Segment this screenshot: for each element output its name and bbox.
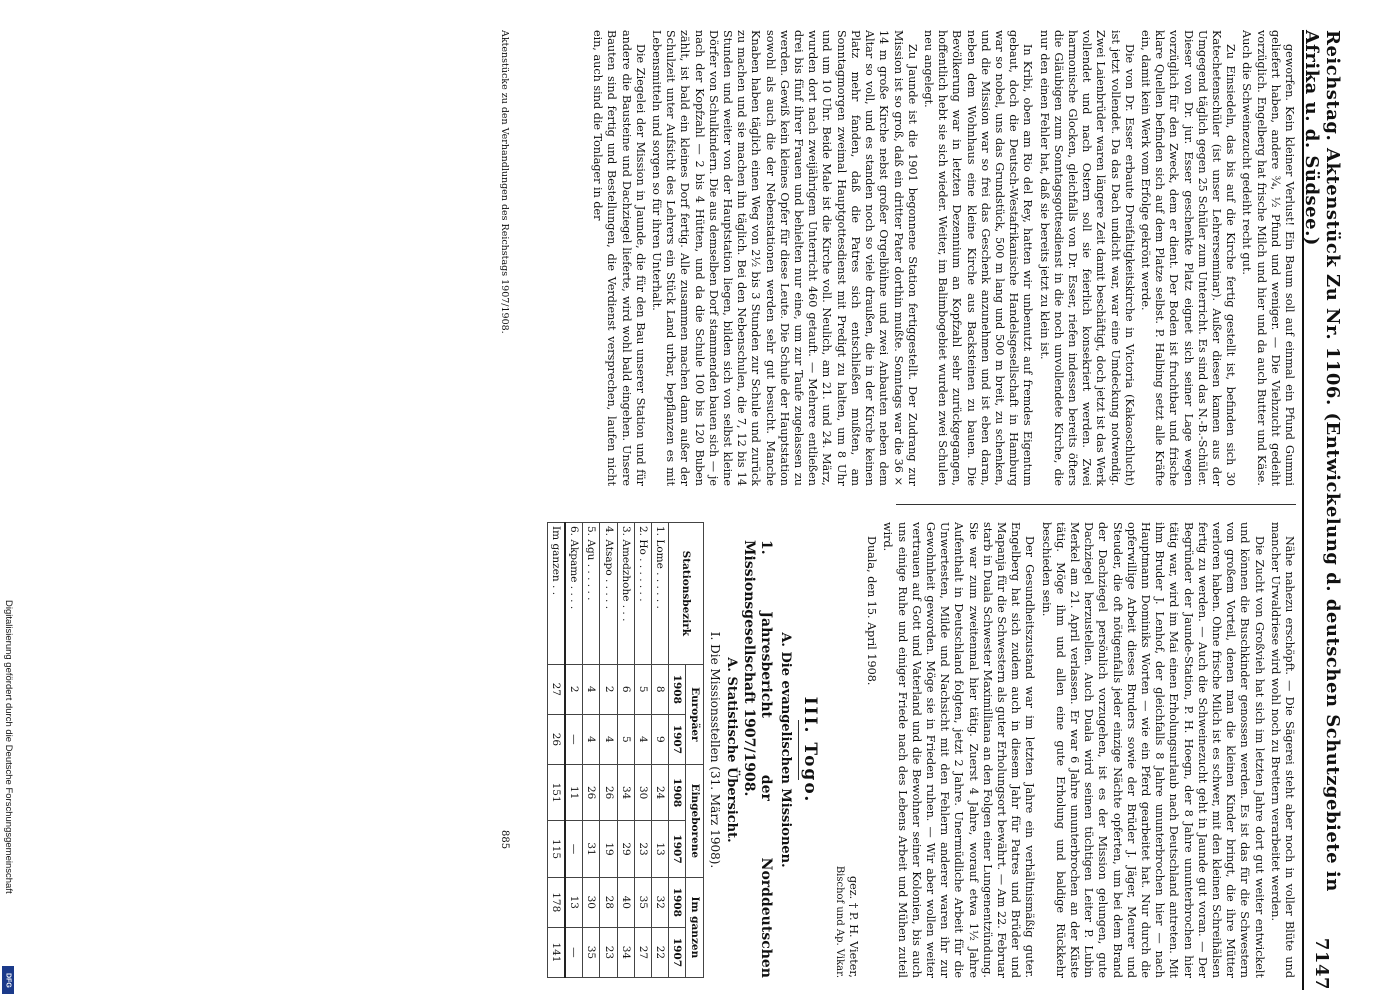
paragraph: Die von Dr. Esser erbaute Dreifaltigkeitskirche in Victoria (Kakaoschlucht) ist jetzt vollendet. Da das Dach undicht war, war eine Umdeckung notwendig. Zwei Laienbrüder waren längere Zeit damit beschäftigt, doch jetzt ist das Werk vollendet und nach Ostern soll sie feierlich konsekriert werden. Zwei harmonische Glocken, gleichfalls von Dr. Esser, riefen indessen bereits öfters die Gläubigen zum Sonntagsgottesdienst in die noch unvollendete Kirche, die nur den einen Fehler hat, daß sie bereits jetzt zu klein ist. bbox=[1037, 30, 1136, 486]
table-cell: 5 bbox=[617, 714, 634, 764]
table-row bbox=[583, 523, 600, 978]
table-cell: 30 bbox=[583, 877, 600, 927]
table-cell: 30 bbox=[634, 764, 651, 820]
signature: gez. † P. H. Vieter, bbox=[846, 875, 860, 978]
table-cell: 26 bbox=[600, 764, 617, 820]
paragraph: geworfen. Kein kleiner Verlust! Ein Baum soll auf einmal ein Pfund Gummi geliefert haben, andere ¾, ½ Pfund und weniger. — Die Viehzucht gedeiht vorzüglich. Engelberg hat frische Milch und hier und da auch Butter und Käse. Auch die Schweinezucht gedeiht recht gut. bbox=[1240, 30, 1296, 486]
place-date: Duala, den 15. April 1908. bbox=[865, 536, 879, 686]
column-header: Eingeborene bbox=[686, 764, 703, 877]
right-column bbox=[547, 522, 1296, 978]
table-cell: 34 bbox=[617, 764, 634, 820]
table-cell: 6. Akpame . . . . bbox=[565, 523, 583, 665]
credit-text: Digitalisierung gefördert durch die Deutsche Forschungsgemeinschaft bbox=[3, 600, 14, 894]
table-total-row bbox=[547, 523, 565, 978]
table-cell: 13 bbox=[652, 821, 669, 877]
rotated-page-content bbox=[50, 30, 1343, 990]
overview-heading: A. Statistische Übersicht. bbox=[724, 657, 740, 843]
year-header: 1907 bbox=[669, 714, 686, 764]
paragraph: Nähe nahezu erschöpft. — Die Sägerei steht aber noch in voller Blüte und mancher Urwaldriese wird wohl noch zu Brettern verarbeitet werden. bbox=[1268, 522, 1296, 978]
table-cell: 22 bbox=[652, 927, 669, 977]
year-header: 1908 bbox=[669, 764, 686, 820]
table-row bbox=[634, 523, 651, 978]
table-cell: 4 bbox=[583, 714, 600, 764]
table-cell: 32 bbox=[652, 877, 669, 927]
digitization-credit bbox=[4, 600, 14, 995]
year-header: 1907 bbox=[669, 927, 686, 977]
table-cell: 4 bbox=[583, 664, 600, 714]
table-row bbox=[565, 523, 583, 978]
page-number: 885 bbox=[499, 830, 510, 850]
table-cell: 35 bbox=[583, 927, 600, 977]
page-footer: Aktenstücke zu den Verhandlungen des Reichstags 1907/1908. bbox=[499, 30, 510, 334]
paragraph: Zu Jaunde ist die 1901 begonnene Station fertiggestellt. Der Zudrang zur Mission ist so groß, daß ein dritter Pater dorthin mußte. Sonntags war die 36 × 14 m große Kirche nebst großer Orgelbühne und zwei Anbauten neben dem Altar so voll, und es standen noch so viele draußen, die in der Kirche keinen Platz mehr fanden, daß die Patres sich entschließen mußten, am Sonntagmorgen zweimal Hauptgottesdienst mit Predigt zu halten, um 8 Uhr und um 10 Uhr. Beide Male ist die Kirche voll. Neulich, am 21. und 24. März, wurden dort nach zweijährigem Unterricht 460 getauft. — Mehrere entließen drei bis fünf ihrer Frauen und behielten nur eine, um zur Taufe zugelassen zu werden. Gewiß kein kleines Opfer für diese Leute. Die Schule der Hauptstation sowohl als auch die der Nebenstationen werden sehr gut besucht. Manche Knaben haben täglich einen Weg von 2½ bis 3 Stunden zur Schule und zurück zu machen und sie machen ihn täglich. Bei den Nebenschulen, die 7, 12 bis 14 Stunden und weiter von der Hauptstation liegen, bilden sich von selbst kleine Dörfer von Schulkindern. Die aus demselben Dorf stammenden bauen sich — je nach der Kopfzahl — 2 bis 4 Hütten, und da die Schule 100 bis 120 Buben zählt, ist bald ein kleines Dorf fertig. Alle zusammen machen dann außer der Schulzeit unter Aufsicht des Lehrers ein Stück Land urbar, bepflanzen es mit Lebensmitteln und sorgen so für ihren Unterhalt. bbox=[650, 30, 919, 486]
table-cell: — bbox=[565, 927, 583, 977]
table-cell: — bbox=[565, 821, 583, 877]
table-cell: — bbox=[565, 714, 583, 764]
header-title: Reichstag. Aktenstück Zu Nr. 1106. (Entwickelung d. deutschen Schutzgebiete in Afrika u. d. Südsee.) bbox=[1301, 30, 1343, 892]
column-header: Stationsbezirk bbox=[669, 523, 703, 665]
table-cell: 4. Atsapo . . . . . bbox=[600, 523, 617, 665]
table-cell: Im ganzen . . bbox=[547, 523, 565, 665]
table-cell: 8 bbox=[652, 664, 669, 714]
table-cell: 23 bbox=[600, 927, 617, 977]
table-cell: 24 bbox=[652, 764, 669, 820]
table-cell: 9 bbox=[652, 714, 669, 764]
table-caption: I. Die Missionsstellen (31. März 1908). bbox=[707, 631, 722, 869]
table-row bbox=[600, 523, 617, 978]
table-cell: 3. Amedzhohe . . . bbox=[617, 523, 634, 665]
page-header bbox=[1301, 30, 1343, 990]
table-row bbox=[652, 523, 669, 978]
paragraph: In Kribi, oben am Rio del Rey, hatten wir unbenutzt auf fremdes Eigentum gebaut, doch die Deutsch-Westafrikanische Handelsgesellschaft in Hamburg war so nobel, uns das Grundstück, 500 m lang und 500 m breit, zu schenken, und die Mission war so frei das Geschenk anzunehmen und ist eben daran, neben dem Wohnhaus eine kleine Kirche aus Backsteinen zu bauen. Die Bevölkerung war in letzten Dezennium an Kopfzahl sehr zurückgegangen, hoffentlich hebt sie sich wieder. Weiter, im Balimbogebiet wurden zwei Schulen neu angelegt. bbox=[921, 30, 1035, 486]
table-cell: 23 bbox=[634, 821, 651, 877]
year-header: 1908 bbox=[669, 877, 686, 927]
table-cell: 26 bbox=[547, 714, 565, 764]
paragraph: Zu Einsiedeln, das bis auf die Kirche fertig gestellt ist, befinden sich 30 Katechetenschüler (ist unser Lehrerseminar). Außer diesen kamen aus der Umgegend täglich gegen 25 Schüler zum Unterricht. Es sind das N.-B.-Schüler. Dieser von Dr. jur. Esser geschenkte Platz eignet sich seiner Lage wegen vorzüglich für den Zweck, dem er dient. Der Boden ist fruchtbar und frische klare Quellen befinden sich auf dem Platze selbst. P. Halbing setzt alle Kräfte ein, damit kein Werk vom Erfolge gekrönt werde. bbox=[1138, 30, 1238, 486]
column-header: Im ganzen bbox=[686, 877, 703, 977]
column-divider bbox=[896, 504, 1296, 505]
table-cell: 4 bbox=[600, 714, 617, 764]
table-cell: 26 bbox=[583, 764, 600, 820]
column-header: Europäer bbox=[686, 664, 703, 764]
table-cell: 1. Lome . . . . . . bbox=[652, 523, 669, 665]
dfg-logo: DFG bbox=[2, 966, 14, 994]
paragraph: Die Ziegelei der Mission in Jaunde, die für den Bau unserer Station und für andere die Bausteine und Dachziegel lieferte, wird wohl bald eingehen. Unsere Bauten sind fertig und Bestellungen, die Verdienst versprechen, laufen nicht ein, auch sind die Tonlager in der bbox=[591, 30, 647, 486]
table-cell: 2 bbox=[600, 664, 617, 714]
table-cell: 29 bbox=[617, 821, 634, 877]
table-header-row bbox=[686, 523, 703, 978]
table-cell: 2 bbox=[565, 664, 583, 714]
table-cell: 35 bbox=[634, 877, 651, 927]
report-heading: 1. Jahresbericht der Norddeutschen Missionsgesellschaft 1907/1908. bbox=[741, 540, 775, 978]
table-cell: 28 bbox=[600, 877, 617, 927]
table-cell: 11 bbox=[565, 764, 583, 820]
paragraph: Der Gesundheitszustand war im letzten Jahre ein verhältnismäßig guter. Engelberg hat sich zudem auch in diesem Jahr für Patres und Brüder und Mapanja für die Schwestern als guter Erholungsort bewährt. — Am 22. Februar starb in Duala Schwester Maximilliana an den Folgen einer Lungenentzündung. Sie war zum zweitenmal hier tätig. Zuerst 4 Jahre, worauf etwa 1½ Jahre Aufenthalt in Deutschland folgten, jetzt 2 Jahre. Unermüdliche Arbeit für die Unwertesten, Milde und Nachsicht mit den Fehlern anderer waren ihr zur Gewohnheit geworden. Möge sie in Frieden ruhen. — Wir aber wollen weiter vertrauen auf Gott und Vaterland und die Bewohner seiner Kolonien, bis auch uns einige Ruhe und einiger Friede nach des Lebens Arbeit und Mühen zuteil wird. bbox=[881, 522, 1037, 978]
signature-role: Bischof und Ap. Vikar. bbox=[833, 865, 845, 978]
year-header: 1908 bbox=[669, 664, 686, 714]
table-cell: 31 bbox=[583, 821, 600, 877]
header-page-number: 7147 bbox=[1311, 937, 1333, 990]
table-row bbox=[617, 523, 634, 978]
table-cell: 5. Agu . . . . . . bbox=[583, 523, 600, 665]
table-cell: 34 bbox=[617, 927, 634, 977]
table-cell: 27 bbox=[547, 664, 565, 714]
table-cell: 115 bbox=[547, 821, 565, 877]
left-column bbox=[588, 30, 1296, 486]
table-cell: 13 bbox=[565, 877, 583, 927]
section-title: III. Togo. bbox=[800, 696, 821, 804]
table-cell: 141 bbox=[547, 927, 565, 977]
table-cell: 27 bbox=[634, 927, 651, 977]
table-cell: 178 bbox=[547, 877, 565, 927]
missions-table bbox=[547, 522, 704, 978]
table-cell: 4 bbox=[634, 714, 651, 764]
year-header: 1907 bbox=[669, 821, 686, 877]
table-cell: 19 bbox=[600, 821, 617, 877]
table-cell: 151 bbox=[547, 764, 565, 820]
table-cell: 6 bbox=[617, 664, 634, 714]
table-cell: 5 bbox=[634, 664, 651, 714]
paragraph: Die Zucht von Großvieh hat sich im letzten Jahre dort gut weiter entwickelt und können die Buschkinder genossen werden. Es ist das für die Schwestern von großem Vorteil, denen man die kleinen Kinder bringt, die ihre Mütter verloren haben. Ohne frische Milch ist es schwer, mit den kleinen Schreihälsen fertig zu werden. — Auch die Schweinezucht geht in Jaunde gut voran. — Der Begründer der Jaunde-Station, P. H. Hoegn, der 8 Jahre ununterbrochen hier tätig war, wird im Mai einen Erholungsurlaub nach Deutschland antreten. Mit ihm Bruder J. Lenhof, der gleichfalls 8 Jahre ununterbrochen hier — nach Hauptmann Dominiks Worten — wie ein Pferd gearbeitet hat. Nur durch die opferwillige Arbeit dieses Bruders sowie der Brüder J. Jäger, Meurer und Steuder, die oft nötigenfalls jeder einzige Nächte opferten, um bei dem Brand der Dachziegel persönlich vorzugehen, ist es der Mission gelungen, gute Dachziegel herzustellen. Auch Duala wird seinen tüchtigen Leiter P. Lubin Merkel am 21. April verlassen. Er war 6 Jahre ununterbrochen an der Küste tätig. Möge ihm und allen eine gute Erholung und baldige Rückkehr beschieden sein. bbox=[1039, 522, 1266, 978]
subsection-heading: A. Die evangelischen Missionen. bbox=[778, 632, 794, 868]
section-divider bbox=[798, 720, 799, 780]
table-cell: 40 bbox=[617, 877, 634, 927]
table-cell: 2. Ho . . . . . . . bbox=[634, 523, 651, 665]
